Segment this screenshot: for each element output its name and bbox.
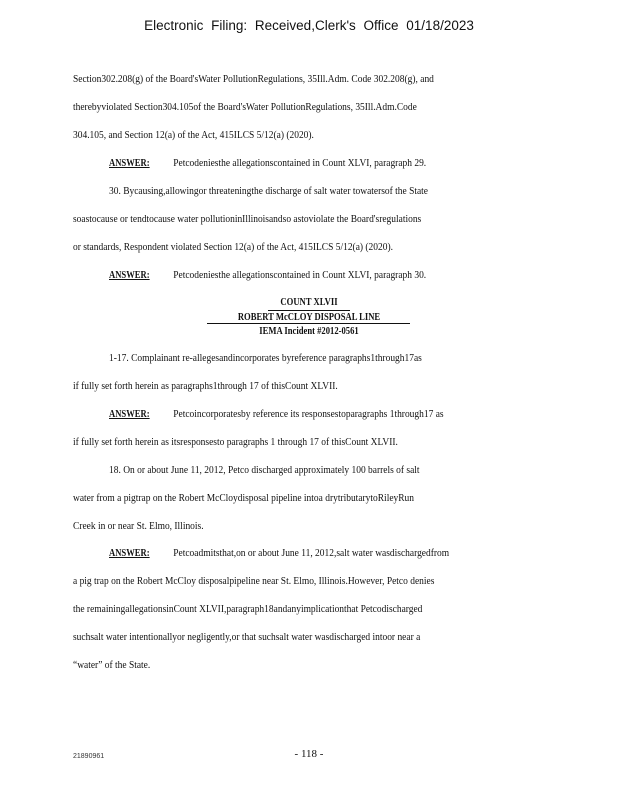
answer-paragraph [109,547,449,559]
count-incident: IEMA Incident #2012-0561 [259,326,359,337]
answer-label: ANSWER: [109,158,150,169]
answer-paragraph [109,157,426,169]
page-number: - 118 - [294,748,324,760]
text-line: Section302.208(g) of the Board'sWater PollutionRegulations, 35Ill.Adm. Code 302.208(g), and [73,73,434,85]
text-line: 18. On or about June 11, 2012, Petco discharged approximately 100 barrels of salt [109,464,420,476]
answer-text: Petcoincorporatesby reference its responsestoparagraphs 1through17 as [173,408,444,420]
text-line: therebyviolated Section304.105of the Board'sWater PollutionRegulations, 35Ill.Adm.Code [73,101,417,113]
text-line: 30. Bycausing,allowingor threateningthe discharge of salt water towatersof the State [109,185,429,197]
answer-paragraph [109,408,444,420]
answer-text: Petcodeniesthe allegationscontained in Count XLVI, paragraph 29. [173,157,427,169]
text-line: 1-17. Complainant re-allegesandincorporates byreference paragraphs1through17as [109,352,422,364]
answer-label: ANSWER: [109,548,150,559]
text-line: Creek in or near St. Elmo, Illinois. [73,520,204,532]
text-line: soastocause or tendtocause water pollutioninIllinoisandso astoviolate the Board'sregulations [73,213,422,225]
answer-text: Petcodeniesthe allegationscontained in Count XLVI, paragraph 30. [173,269,427,281]
text-line: water from a pigtrap on the Robert McCloydisposal pipeline intoa drytributarytoRileyRun [73,492,415,504]
answer-text: Petcoadmitsthat,on or about June 11, 2012,salt water wasdischargedfrom [173,547,450,559]
answer-paragraph [109,269,426,281]
count-subtitle: ROBERT McCLOY DISPOSAL LINE [237,312,381,323]
filing-header: Electronic Filing: Received,Clerk's Office 01/18/2023 [144,18,474,33]
heading-underline [207,323,410,324]
text-line: the remainingallegationsinCount XLVII,paragraph18andanyimplicationthat Petcodischarged [73,603,423,615]
answer-label: ANSWER: [109,409,150,420]
heading-underline [268,310,350,311]
text-line: if fully set forth herein as paragraphs1through 17 of thisCount XLVII. [73,380,338,392]
document-id: 21890961 [73,753,105,760]
text-line: a pig trap on the Robert McCloy disposalpipeline near St. Elmo, Illinois.However, Petco denies [73,575,435,587]
text-line: “water” of the State. [73,659,151,671]
text-line: or standards, Respondent violated Section 12(a) of the Act, 415ILCS 5/12(a) (2020). [73,241,394,253]
text-line: if fully set forth herein as itsresponsesto paragraphs 1 through 17 of thisCount XLVII. [73,436,398,448]
text-line: suchsalt water intentionallyor negligently,or that suchsalt water wasdischarged intoor near a [73,631,421,643]
count-title: COUNT XLVII [280,297,338,308]
text-line: 304.105, and Section 12(a) of the Act, 415ILCS 5/12(a) (2020). [73,129,314,141]
answer-label: ANSWER: [109,270,150,281]
